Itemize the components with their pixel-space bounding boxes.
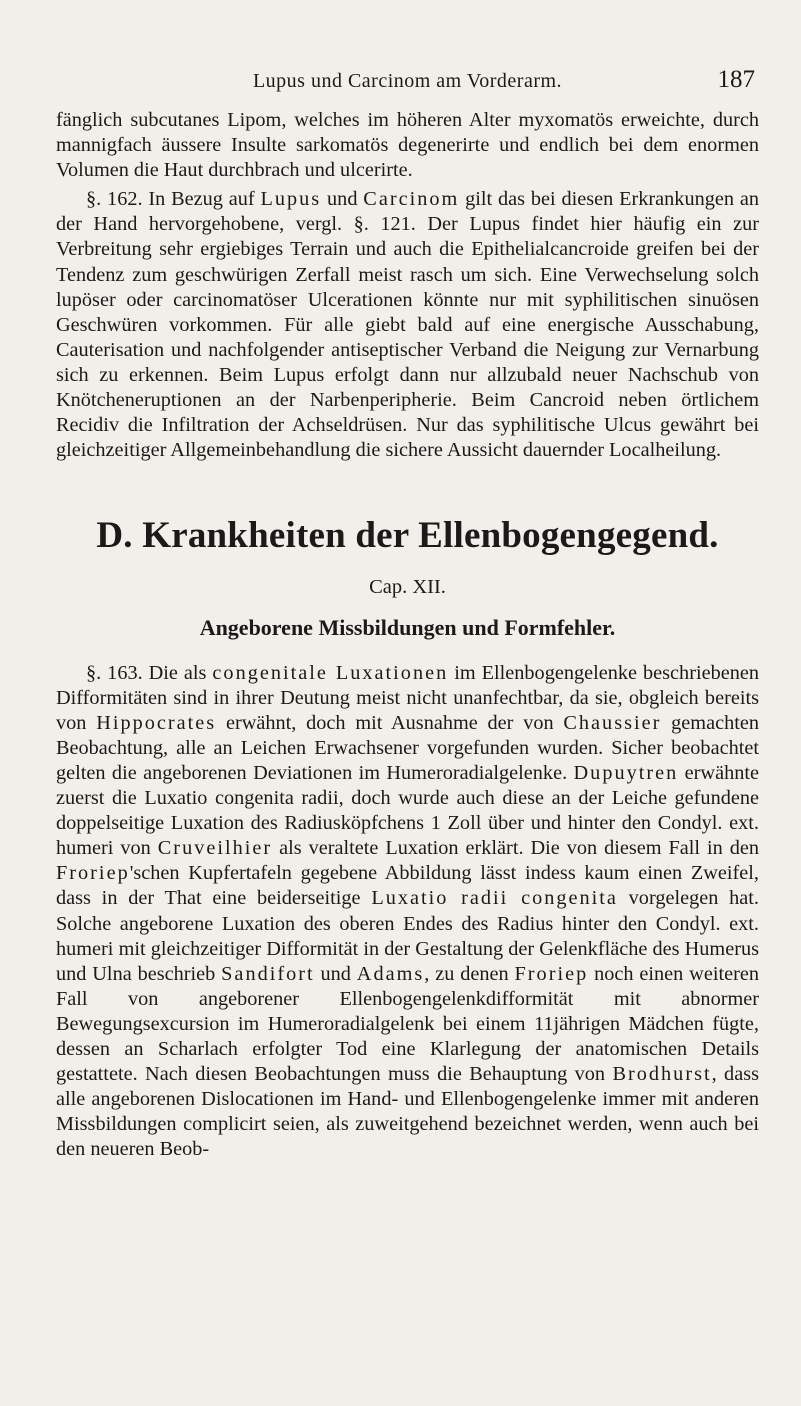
term-congenitale-luxationen: congenitale Luxationen bbox=[212, 661, 449, 684]
name-froriep-2: Froriep bbox=[514, 962, 589, 985]
para3-text-11: noch einen weiteren Fall von angeborener Ellenbogengelenkdifformität mit abnormer Bewegungsexcursion im Humeroradialgelenk bei einem 11jährigen Mädchen fügte, dessen an Scharlach erfolgter Tod eine Klarlegung der anatomischen Details gestattete. Nach diesen Beobachtungen muss die Behauptung von bbox=[56, 962, 759, 1086]
name-hippocrates: Hippocrates bbox=[96, 711, 217, 734]
para3-text-3: erwähnt, doch mit Ausnahme der von bbox=[216, 711, 564, 734]
name-dupuytren: Dupuytren bbox=[573, 761, 679, 784]
paragraph-lipom: fänglich subcutanes Lipom, welches im höheren Alter myxomatös erweichte, durch mannigfach äussere Insulte sarkomatös degenerirte und endlich bei dem enormen Volumen die Haut durchbrach und ulcerirte. bbox=[56, 109, 759, 182]
page-number: 187 bbox=[717, 66, 755, 93]
chapter-subtitle: Angeborene Missbildungen und Formfehler. bbox=[199, 615, 616, 641]
name-brodhurst: Brodhurst bbox=[612, 1063, 712, 1086]
term-luxatio-radii-congenita: Luxatio radii congenita bbox=[371, 887, 618, 910]
name-chaussier: Chaussier bbox=[563, 711, 662, 734]
para3-text-8: vorgelegen hat. Solche angeborene Luxation des oberen Endes des Radius hinter den Condyl. ext. humeri mit gleichzeitiger Difformität in der Gestaltung der Gelenkfläche des Humerus und Ulna beschrieb bbox=[56, 887, 759, 985]
para2-text-b: und bbox=[321, 188, 364, 211]
para3-text-2: im Ellenbogengelenke beschriebenen Difformitäten sind in ihrer Deutung meist nicht unanfechtbar, da sie, obgleich bereits von bbox=[56, 661, 760, 734]
paragraph-162-lupus-carcinom bbox=[56, 187, 759, 463]
para3-text-9: und bbox=[314, 962, 357, 985]
para3-text-7: 'schen Kupfertafeln gegebene Abbildung lässt indess kaum einen Zweifel, dass in der That eine beiderseitige bbox=[56, 862, 759, 910]
term-lupus: Lupus bbox=[260, 188, 322, 211]
name-froriep: Froriep bbox=[56, 862, 130, 885]
name-adams: Adams bbox=[356, 962, 425, 985]
book-page bbox=[0, 66, 801, 1406]
para2-text-a: §. 162. In Bezug auf bbox=[86, 188, 261, 211]
term-carcinom: Carcinom bbox=[363, 188, 460, 211]
paragraph-163-luxationen bbox=[56, 661, 759, 1163]
para3-text-4: gemachten Beobachtung, alle an Leichen Erwachsener vorgefunden wurden. Sicher beobachtet gelten die angeborenen Deviationen im Humeroradialgelenke. bbox=[56, 711, 759, 784]
name-sandifort: Sandifort bbox=[221, 962, 315, 985]
running-title: Lupus und Carcinom am Vorderarm. bbox=[252, 70, 563, 92]
para3-text-1: §. 163. Die als bbox=[86, 661, 213, 684]
running-head bbox=[56, 66, 759, 106]
chapter-number: Cap. XII. bbox=[369, 576, 446, 599]
para3-text-6: als veraltete Luxation erklärt. Die von diesem Fall in den bbox=[272, 837, 759, 860]
para3-text-5: erwähnte zuerst die Luxatio congenita radii, doch wurde auch diese an der Leiche gefundene doppelseitige Luxation des Radiusköpfchens 1 Zoll über und hinter den Condyl. ext. humeri von bbox=[56, 761, 759, 860]
para3-text-10: , zu denen bbox=[424, 962, 515, 985]
section-title: D. Krankheiten der Ellenbogengegend. bbox=[96, 515, 719, 557]
para3-text-12: , dass alle angeborenen Dislocationen im Hand- und Ellenbogengelenke immer mit anderen Missbildungen complicirt seien, als zuweitgehend bezeichnet werden, wenn auch bei den neueren Beob- bbox=[56, 1063, 759, 1161]
name-cruveilhier: Cruveilhier bbox=[157, 837, 273, 860]
para2-text-c: gilt das bei diesen Erkrankungen an der Hand hervorgehobene, vergl. §. 121. Der Lupus findet hier häufig ein zur Verbreitung sehr ergiebiges Terrain und auch die Epithelialcancroide greifen bei der Tendenz zum geschwürigen Zerfall meist rasch um sich. Eine Verwechselung solch lupöser oder carcinomatöser Ulcerationen könnte nur mit syphilitischen sinuösen Geschwüren vorkommen. Für alle giebt bald auf eine energische Ausschabung, Cauterisation und nachfolgender antiseptischer Verband die Neigung zur Vernarbung sich zu erkennen. Beim Lupus erfolgt dann nur allzubald neuer Nachschub von Knötcheneruptionen an der Narbenperipherie. Beim Cancroid neben örtlichem Recidiv die Infiltration der Achseldrüsen. Nur das syphilitische Ulcus gewährt bei gleichzeitiger Allgemeinbehandlung die sichere Aussicht dauernder Localheilung. bbox=[56, 188, 759, 462]
